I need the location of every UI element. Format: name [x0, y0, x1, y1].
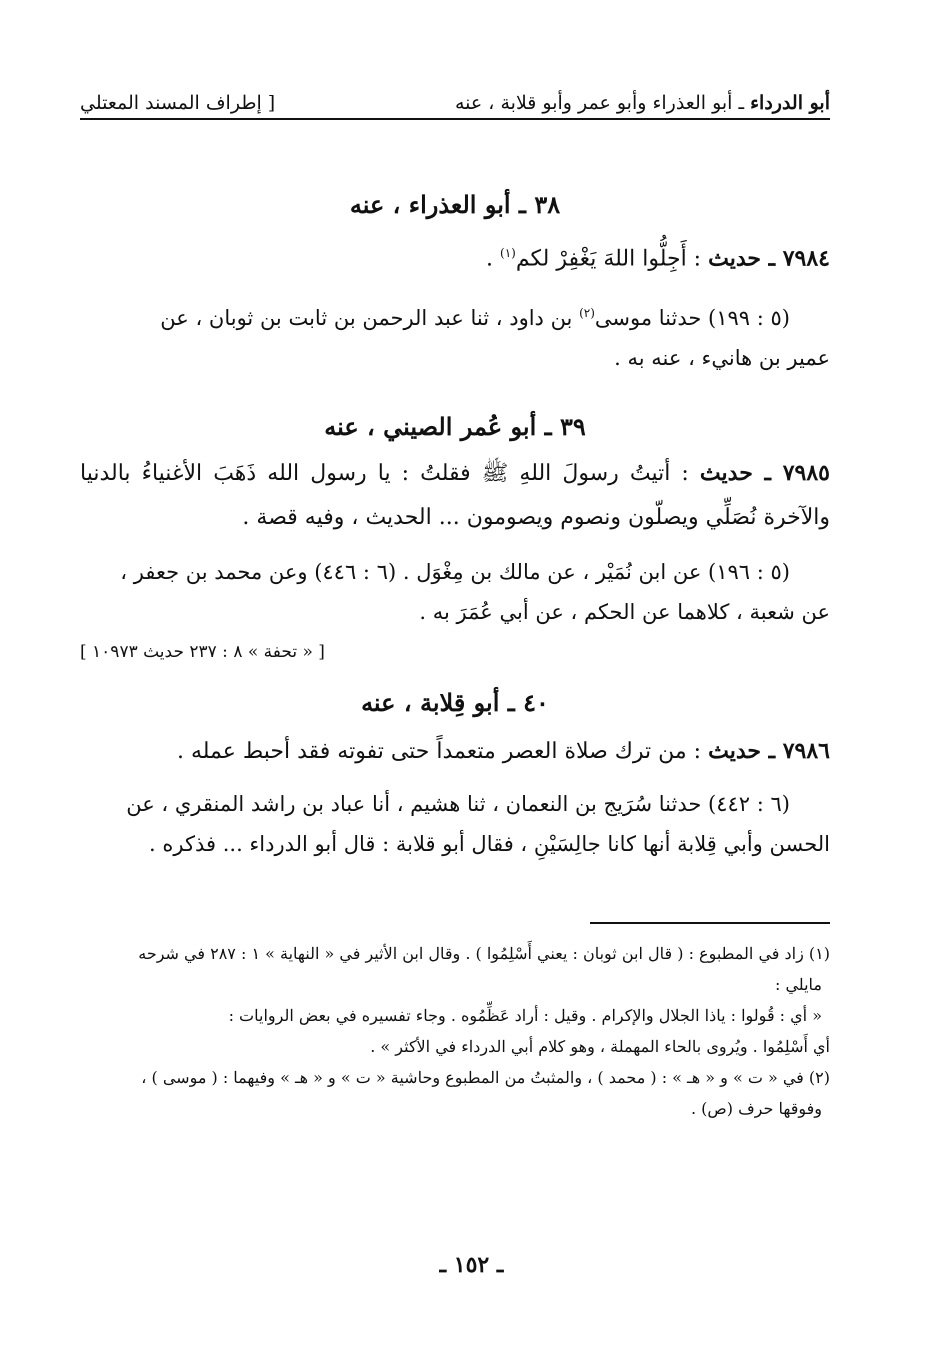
footnote-2-line2: وفوقها حرف (ص) . [690, 1099, 822, 1119]
hadith-7985 [80, 451, 830, 540]
isnad-7986-line1: (٦ : ٤٤٢) حدثنا سُرَيج بن النعمان ، ثنا هشيم ، أنا عباد بن راشد المنقري ، عن [126, 792, 790, 817]
hadith-7986-number: ٧٩٨٦ ـ حديث [708, 738, 830, 765]
footnote-ref-1: (١) [500, 246, 516, 260]
page [80, 92, 830, 1124]
footnote-1-line1: (١) زاد في المطبوع : ( قال ابن ثوبان : يعني أَسْلِمُوا ) . وقال ابن الأثير في « النهاية » ١ : ٢٨٧ في شرحه [138, 944, 830, 964]
page-number: ـ ١٥٢ ـ [439, 1252, 504, 1278]
header-right [455, 92, 830, 114]
isnad-7984-part2: بن داود ، ثنا عبد الرحمن بن ثابت بن ثوبان ، عن [160, 306, 580, 331]
isnad-7985-line1: (٥ : ١٩٦) عن ابن نُمَيْر ، عن مالك بن مِغْوَل . (٦ : ٤٤٦) وعن محمد بن جعفر ، [120, 560, 790, 585]
hadith-7985-text: : أتيتُ رسولَ اللهِ ﷺ فقلتُ : يا رسول الله ذَهَبَ الأغنياءُ بالدنيا والآخرة نُصَلِّي ويصلّون ونصوم ويصومون ... الحديث ، وفيه قصة . [80, 461, 830, 531]
hadith-7984-text: : أَجِلُّوا اللهَ يَغْفِرْ لكم [515, 246, 709, 272]
tuhfa-reference-text: [ « تحفة » ٨ : ٢٣٧ حديث ١٠٩٧٣ ] [80, 642, 325, 663]
footnote-ref-2: (٢) [579, 306, 595, 321]
hadith-7986-text: : من ترك صلاة العصر متعمداً حتى تفوته فقد أحبط عمله . [176, 739, 709, 765]
section-38-title: ٣٨ ـ أبو العذراء ، عنه [349, 190, 561, 219]
running-header [80, 92, 830, 120]
isnad-7984-part1: (٥ : ١٩٩) حدثنا موسى [594, 306, 790, 331]
isnad-7984-line2: عمير بن هانيء ، عنه به . [614, 346, 830, 371]
section-39-title: ٣٩ ـ أبو عُمر الصيني ، عنه [324, 412, 586, 442]
hadith-7984-end: . [486, 246, 501, 272]
hadith-7984 [80, 231, 830, 281]
hadith-7984-number: ٧٩٨٤ ـ حديث [708, 245, 830, 272]
hadith-7985-number: ٧٩٨٥ ـ حديث [699, 460, 830, 487]
header-left: [ إطراف المسند المعتلي [80, 92, 276, 114]
isnad-7984 [80, 293, 830, 338]
isnad-7986-line2: الحسن وأبي قِلابة أنها كانا جالِسَيْنِ ، فقال أبو قلابة : قال أبو الدرداء ... فذكره . [149, 832, 830, 857]
header-right-rest: ـ أبو العذراء وأبو عمر وأبو قلابة ، عنه [455, 92, 751, 114]
header-right-bold: أبو الدرداء [750, 92, 830, 114]
footnote-1-quote2: أي أَسْلِمُوا . ويُروى بالحاء المهملة ، وهو كلام أبي الدرداء في الأكثر » . [370, 1037, 830, 1057]
footnote-2-line1: (٢) في « ت » و « هـ » : ( محمد ) ، والمثبتُ من المطبوع وحاشية « ت » و « هـ » وفيهما : ( موسى ) ، [141, 1068, 830, 1088]
footnote-1-quote1: « أي : قُولوا : ياذا الجلال والإكرام . وقيل : أراد عَظِّمُوه . وجاء تفسيره في بعض الروايات : [228, 1006, 822, 1026]
isnad-7985-line2: عن شعبة ، كلاهما عن الحكم ، عن أبي عُمَرَ به . [419, 600, 830, 625]
hadith-7986 [80, 729, 830, 774]
tuhfa-reference [80, 642, 830, 662]
section-40-title: ٤٠ ـ أبو قِلابة ، عنه [361, 688, 549, 718]
footnote-1-line2: مايلي : [774, 975, 822, 995]
